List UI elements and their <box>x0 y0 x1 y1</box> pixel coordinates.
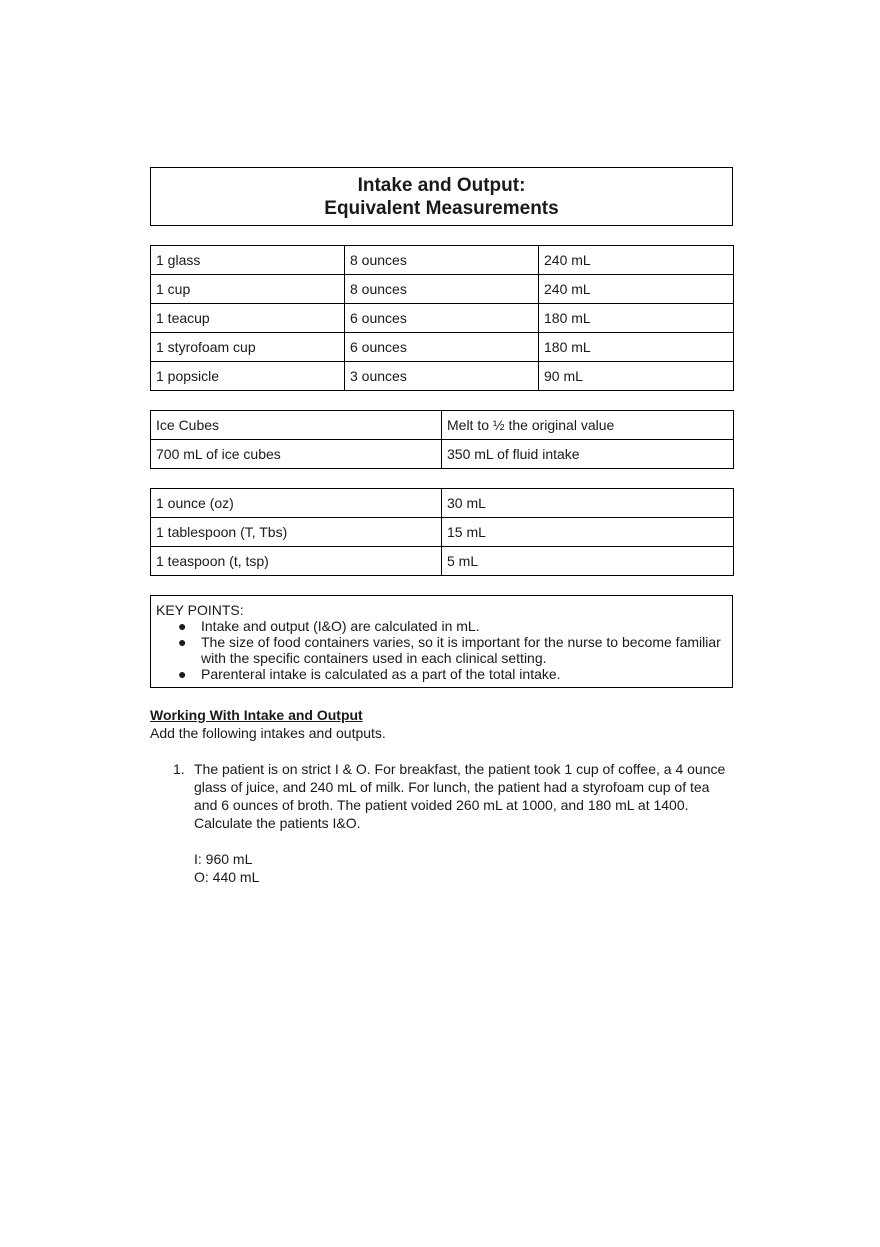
table-row <box>151 246 734 275</box>
title-line-1: Intake and Output: <box>357 174 526 196</box>
intake-answer: I: 960 mL <box>194 851 253 867</box>
units-table <box>150 488 734 576</box>
table-cell: 8 ounces <box>345 275 539 304</box>
table-cell: 1 popsicle <box>151 362 345 391</box>
list-item-text: Parenteral intake is calculated as a part of the total intake. <box>201 666 561 682</box>
section-instructions: Add the following intakes and outputs. <box>150 725 386 741</box>
table-cell: 350 mL of fluid intake <box>442 440 734 469</box>
document-page <box>150 167 733 886</box>
ice-cubes-table <box>150 410 734 469</box>
table-cell: 1 glass <box>151 246 345 275</box>
working-section <box>150 706 733 742</box>
output-answer: O: 440 mL <box>194 869 260 885</box>
table-cell: 90 mL <box>539 362 734 391</box>
list-item-text: Intake and output (I&O) are calculated in mL. <box>201 618 480 634</box>
table-cell: 180 mL <box>539 333 734 362</box>
table-cell: 1 styrofoam cup <box>151 333 345 362</box>
table-row <box>151 362 734 391</box>
table-cell: Melt to ½ the original value <box>442 411 734 440</box>
table-cell: 1 teacup <box>151 304 345 333</box>
problem-item <box>150 760 733 886</box>
table-cell: 240 mL <box>539 246 734 275</box>
equivalents-table <box>150 245 734 391</box>
table-cell: 5 mL <box>442 547 734 576</box>
list-item <box>156 618 727 634</box>
list-item-text: The size of food containers varies, so it is important for the nurse to become familiar with the specific containers used in each clinical setting. <box>201 634 721 666</box>
problem-body <box>194 760 729 886</box>
table-row <box>151 440 734 469</box>
table-cell: 1 tablespoon (T, Tbs) <box>151 518 442 547</box>
title-box <box>150 167 733 226</box>
table-cell: 6 ounces <box>345 333 539 362</box>
table-cell: 1 ounce (oz) <box>151 489 442 518</box>
bullet-icon: ● <box>178 634 187 650</box>
bullet-icon: ● <box>178 666 187 682</box>
table-cell: 240 mL <box>539 275 734 304</box>
table-cell: 30 mL <box>442 489 734 518</box>
table-row <box>151 518 734 547</box>
key-points-list <box>156 618 727 682</box>
table-row <box>151 304 734 333</box>
table-cell: 15 mL <box>442 518 734 547</box>
table-cell: 700 mL of ice cubes <box>151 440 442 469</box>
list-item <box>156 666 727 682</box>
table-row <box>151 547 734 576</box>
problem-answers <box>194 850 729 886</box>
title-line-2: Equivalent Measurements <box>324 197 559 219</box>
list-item <box>156 634 727 666</box>
table-cell: 1 cup <box>151 275 345 304</box>
table-cell: 6 ounces <box>345 304 539 333</box>
problem-text: The patient is on strict I & O. For breakfast, the patient took 1 cup of coffee, a 4 ounce glass of juice, and 240 mL of milk. For lunch, the patient had a styrofoam cup of tea and 6 ounces of broth. The patient voided 260 mL at 1000, and 180 mL at 1400. Calculate the patients I&O. <box>194 761 726 831</box>
table-row <box>151 275 734 304</box>
table-row <box>151 411 734 440</box>
table-cell: 3 ounces <box>345 362 539 391</box>
key-points-heading: KEY POINTS: <box>156 602 244 618</box>
bullet-icon: ● <box>178 618 187 634</box>
table-cell: 1 teaspoon (t, tsp) <box>151 547 442 576</box>
table-cell: 8 ounces <box>345 246 539 275</box>
table-cell: 180 mL <box>539 304 734 333</box>
table-cell: Ice Cubes <box>151 411 442 440</box>
table-row <box>151 333 734 362</box>
section-heading: Working With Intake and Output <box>150 707 363 723</box>
problem-number: 1. <box>173 761 185 777</box>
table-row <box>151 489 734 518</box>
key-points-box <box>150 595 733 688</box>
